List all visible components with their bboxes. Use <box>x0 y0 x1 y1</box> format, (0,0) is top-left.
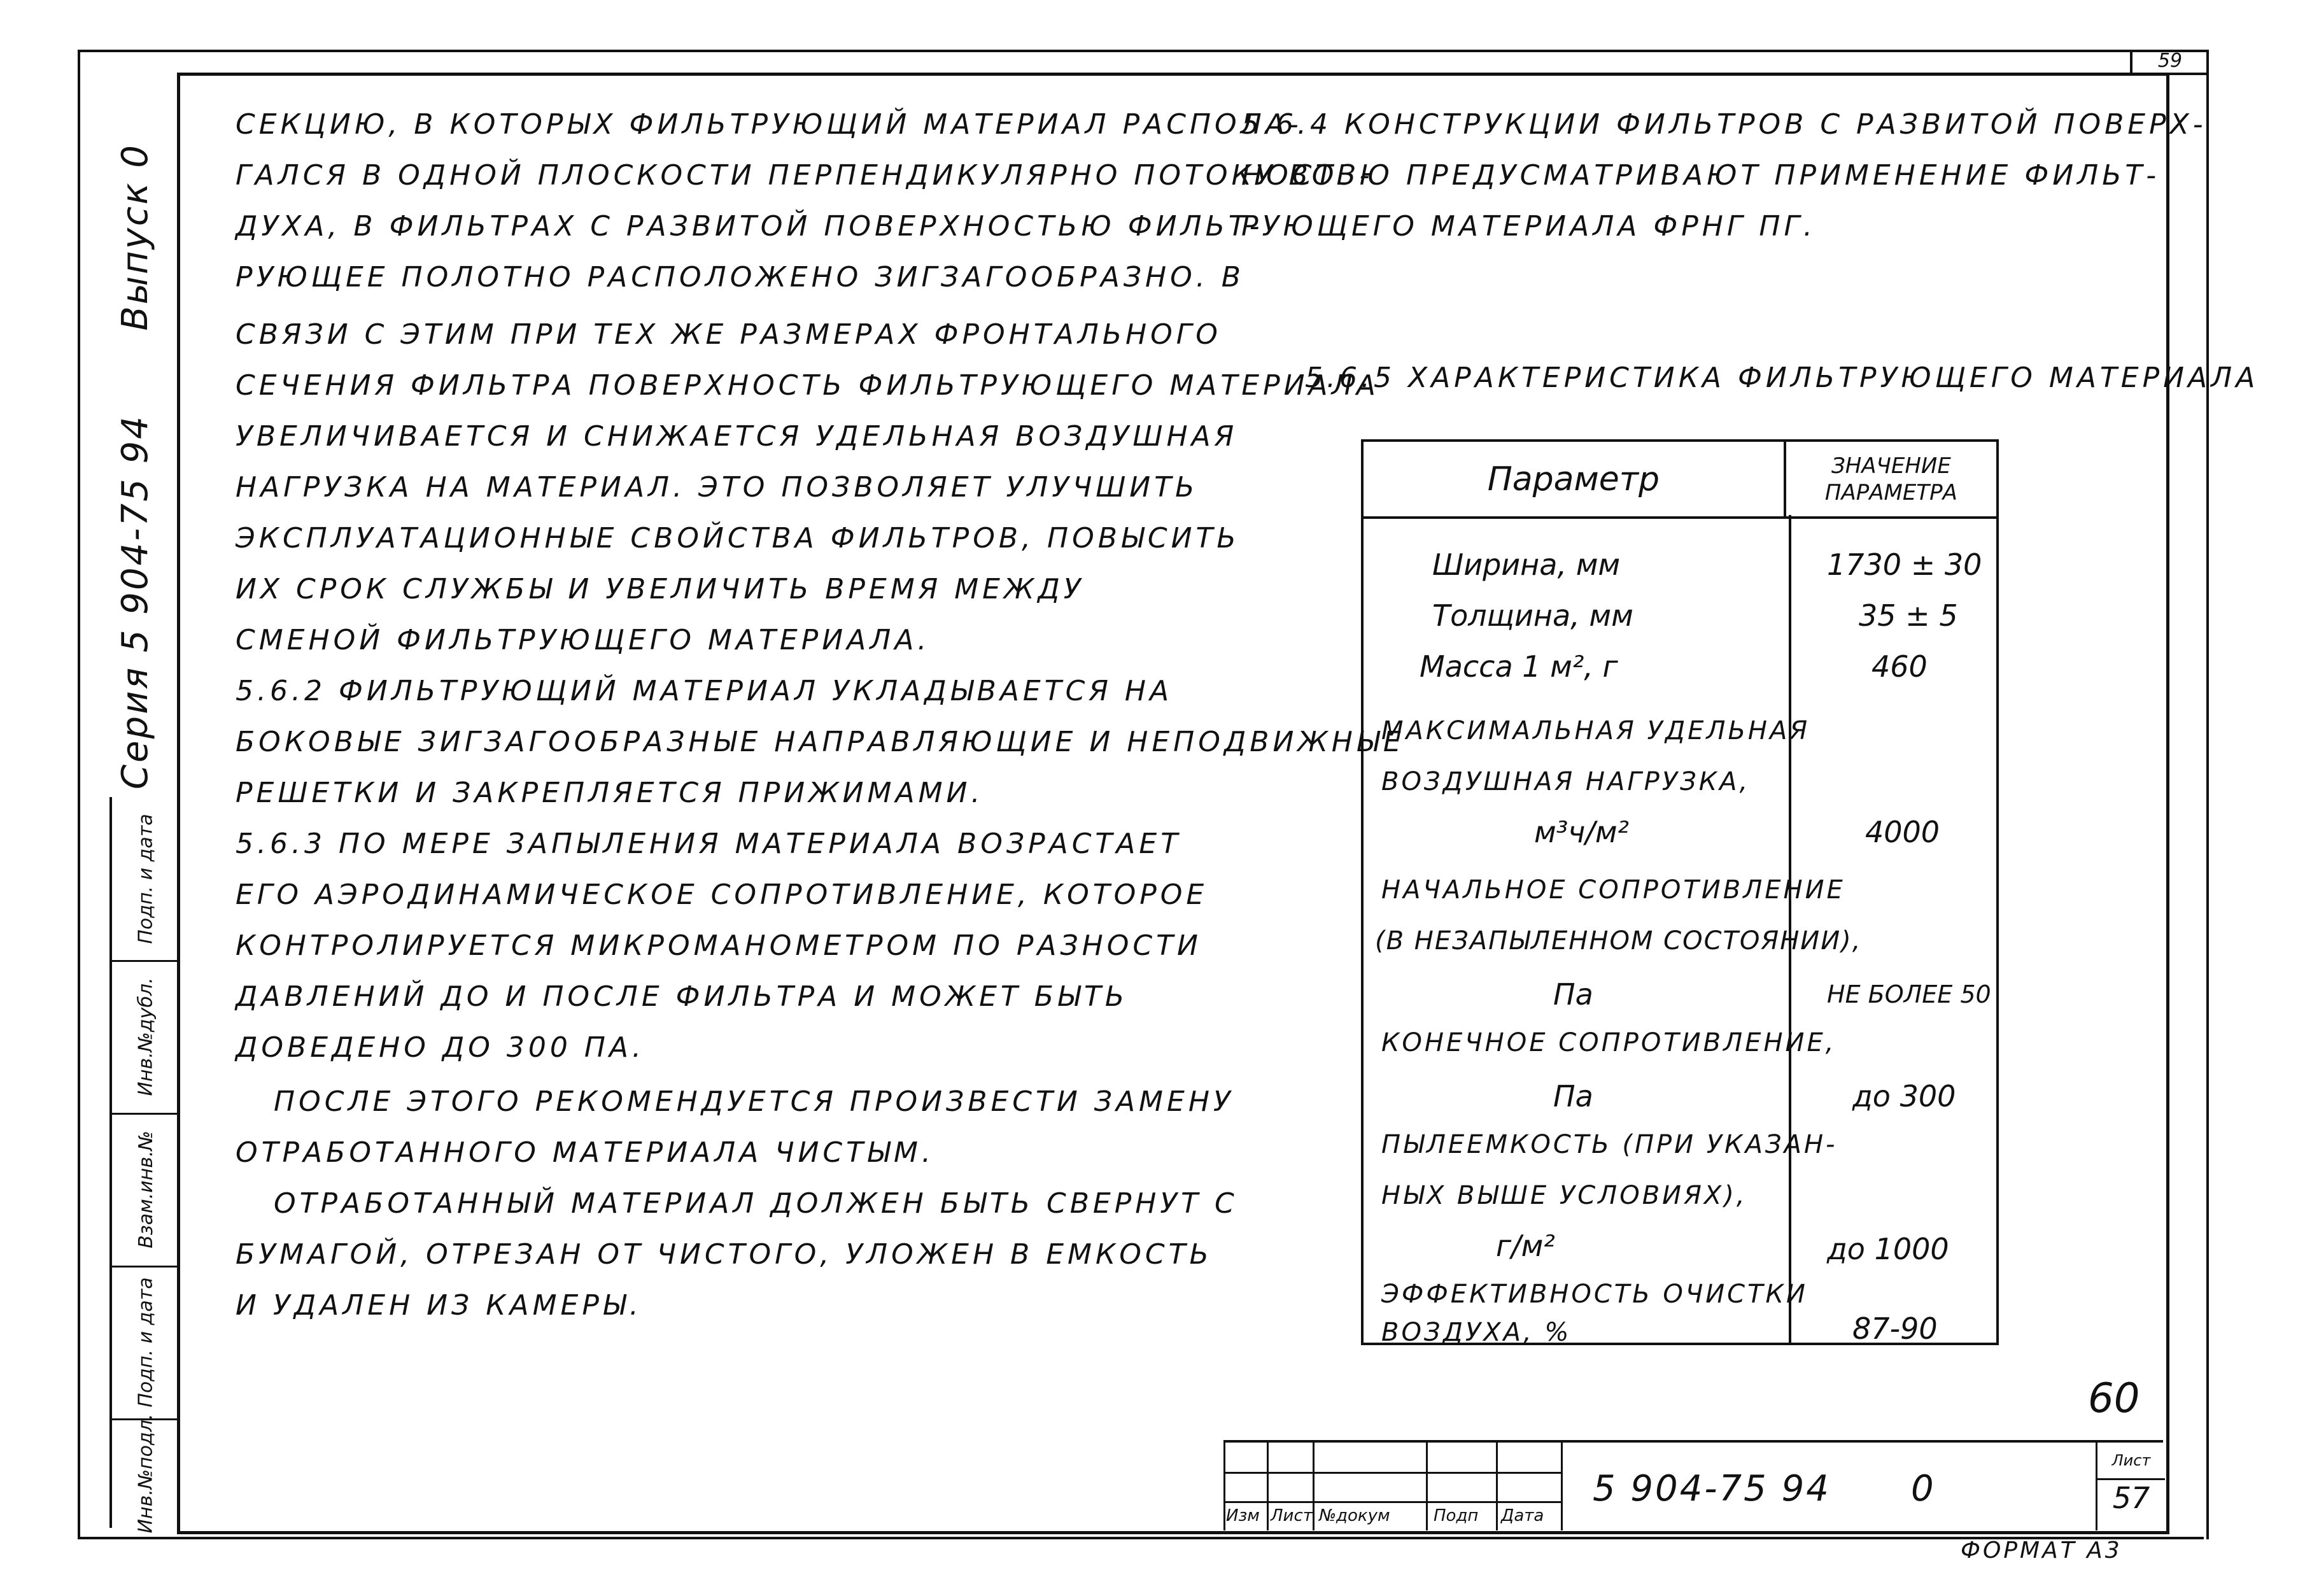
text-line: ДОВЕДЕНО ДО 300 ПА. <box>236 1031 645 1064</box>
text-line: СЕКЦИЮ, В КОТОРЫХ ФИЛЬТРУЮЩИЙ МАТЕРИАЛ РАСПОЛА- <box>236 108 1302 141</box>
text-line: ДУХА, В ФИЛЬТРАХ С РАЗВИТОЙ ПОВЕРХНОСТЬЮ ФИЛЬТ- <box>236 210 1264 243</box>
text-line: 5.6.3 ПО МЕРЕ ЗАПЫЛЕНИЯ МАТЕРИАЛА ВОЗРАСТАЕТ <box>236 828 1182 860</box>
table-param-cell: Масса 1 м², г <box>1420 649 1618 684</box>
format-label: ФОРМАТ А3 <box>1961 1537 2122 1564</box>
table-param-cell: м³ч/м² <box>1534 815 1629 849</box>
stamp-col-label: Подп <box>1434 1506 1479 1525</box>
text-line: ЭКСПЛУАТАЦИОННЫЕ СВОЙСТВА ФИЛЬТРОВ, ПОВЫСИТЬ <box>236 522 1240 554</box>
text-line: НАГРУЗКА НА МАТЕРИАЛ. ЭТО ПОЗВОЛЯЕТ УЛУЧШИТЬ <box>236 471 1199 504</box>
text-line: И УДАЛЕН ИЗ КАМЕРЫ. <box>236 1289 642 1322</box>
table-param-cell: Па <box>1553 1079 1593 1113</box>
table-header-value: ЗНАЧЕНИЕ ПАРАМЕТРА <box>1785 441 1998 518</box>
table-value-cell: 87-90 <box>1852 1311 1938 1346</box>
text-line: РУЮЩЕЕ ПОЛОТНО РАСПОЛОЖЕНО ЗИГЗАГООБРАЗНО. В <box>236 261 1244 293</box>
issue-label: Выпуск 0 <box>115 143 156 331</box>
table-value-cell: НЕ БОЛЕЕ 50 <box>1827 980 1991 1008</box>
table-param-cell: Ширина, мм <box>1432 547 1621 582</box>
title-block <box>1223 1440 2163 1530</box>
table-value-cell: 4000 <box>1865 815 1940 849</box>
revision-grid <box>1223 1443 1561 1530</box>
table-param-cell: НЫХ ВЫШЕ УСЛОВИЯХ), <box>1381 1181 1747 1210</box>
text-line: 5.6.4 КОНСТРУКЦИИ ФИЛЬТРОВ С РАЗВИТОЙ ПОВЕРХ- <box>1241 108 2207 141</box>
table-param-cell: (В НЕЗАПЫЛЕННОМ СОСТОЯНИИ), <box>1375 926 1862 956</box>
table-header-param: Параметр <box>1362 441 1785 518</box>
text-line: ДАВЛЕНИЙ ДО И ПОСЛЕ ФИЛЬТРА И МОЖЕТ БЫТЬ <box>236 980 1129 1013</box>
stamp-col-label: Лист <box>1271 1506 1313 1525</box>
table-param-cell: ЭФФЕКТИВНОСТЬ ОЧИСТКИ <box>1381 1280 1808 1309</box>
table-param-cell: МАКСИМАЛЬНАЯ УДЕЛЬНАЯ <box>1381 716 1810 745</box>
text-line: КОНТРОЛИРУЕТСЯ МИКРОМАНОМЕТРОМ ПО РАЗНОСТИ <box>236 929 1202 962</box>
text-line: СМЕНОЙ ФИЛЬТРУЮЩЕГО МАТЕРИАЛА. <box>236 624 931 656</box>
parameter-table <box>1361 439 1999 519</box>
left-signature-strip <box>109 797 180 1533</box>
handwritten-page-number: 60 <box>2088 1375 2140 1422</box>
text-line: РЕШЕТКИ И ЗАКРЕПЛЯЕТСЯ ПРИЖИМАМИ. <box>236 777 984 809</box>
text-line: БУМАГОЙ, ОТРЕЗАН ОТ ЧИСТОГО, УЛОЖЕН В ЕМКОСТЬ <box>236 1238 1213 1271</box>
table-param-cell: НАЧАЛЬНОЕ СОПРОТИВЛЕНИЕ <box>1381 875 1845 905</box>
document-code: 5 904-75 94 <box>1593 1468 1831 1509</box>
stamp-col-label: Изм <box>1226 1506 1260 1525</box>
table-param-cell: ПЫЛЕЕМКОСТЬ (ПРИ УКАЗАН- <box>1381 1130 1838 1159</box>
table-value-cell: 35 ± 5 <box>1859 598 1958 633</box>
issue-number: 0 <box>1911 1468 1934 1509</box>
text-line: ИХ СРОК СЛУЖБЫ И УВЕЛИЧИТЬ ВРЕМЯ МЕЖДУ <box>236 573 1085 605</box>
table-param-cell: Па <box>1553 977 1593 1012</box>
table-value-cell: 460 <box>1871 649 1928 684</box>
strip-cell: Подп. и дата <box>112 1266 180 1420</box>
text-line: ПОСЛЕ ЭТОГО РЕКОМЕНДУЕТСЯ ПРОИЗВЕСТИ ЗАМЕНУ <box>274 1085 1234 1118</box>
text-line: СВЯЗИ С ЭТИМ ПРИ ТЕХ ЖЕ РАЗМЕРАХ ФРОНТАЛЬНОГО <box>236 318 1222 351</box>
strip-cell: Инв.№дубл. <box>112 960 180 1115</box>
text-line: УВЕЛИЧИВАЕТСЯ И СНИЖАЕТСЯ УДЕЛЬНАЯ ВОЗДУШНАЯ <box>236 420 1238 453</box>
stamp-col-label: №докум <box>1319 1506 1390 1525</box>
text-line: ГАЛСЯ В ОДНОЙ ПЛОСКОСТИ ПЕРПЕНДИКУЛЯРНО ПОТОКУ ВОЗ- <box>236 159 1374 192</box>
sheet-number: 57 <box>2112 1481 2150 1515</box>
stamp-col-label: Дата <box>1501 1506 1544 1525</box>
text-line: ОТРАБОТАННЫЙ МАТЕРИАЛ ДОЛЖЕН БЫТЬ СВЕРНУТ С <box>274 1187 1238 1220</box>
text-line: НОСТЬЮ ПРЕДУСМАТРИВАЮТ ПРИМЕНЕНИЕ ФИЛЬТ- <box>1241 159 2160 192</box>
top-sheet-number: 59 <box>2130 50 2208 75</box>
text-line: ОТРАБОТАННОГО МАТЕРИАЛА ЧИСТЫМ. <box>236 1136 934 1169</box>
text-line: БОКОВЫЕ ЗИГЗАГООБРАЗНЫЕ НАПРАВЛЯЮЩИЕ И НЕПОДВИЖНЫЕ <box>236 726 1405 758</box>
text-line: ЕГО АЭРОДИНАМИЧЕСКОЕ СОПРОТИВЛЕНИЕ, КОТОРОЕ <box>236 879 1208 911</box>
table-param-cell: г/м² <box>1496 1229 1555 1263</box>
sheet-label: Лист <box>2097 1443 2165 1480</box>
strip-cell: Взам.инв.№ <box>112 1113 180 1268</box>
series-title <box>115 143 156 789</box>
table-param-cell: ВОЗДУХА, % <box>1381 1318 1572 1347</box>
sheet-box <box>2096 1443 2165 1530</box>
table-value-cell: до 1000 <box>1827 1232 1949 1266</box>
table-value-cell: 1730 ± 30 <box>1827 547 1982 582</box>
table-value-cell: до 300 <box>1852 1079 1956 1113</box>
table-param-cell: КОНЕЧНОЕ СОПРОТИВЛЕНИЕ, <box>1381 1028 1836 1057</box>
series-label: Серия 5 904-75 94 <box>115 414 156 789</box>
table-title: 5.6.5 ХАРАКТЕРИСТИКА ФИЛЬТРУЮЩЕГО МАТЕРИАЛА <box>1305 362 2259 394</box>
table-param-cell: ВОЗДУШНАЯ НАГРУЗКА, <box>1381 767 1751 796</box>
table-param-cell: Толщина, мм <box>1432 598 1633 633</box>
bottom-frame-line <box>78 1537 2204 1539</box>
text-line: РУЮЩЕГО МАТЕРИАЛА ФРНГ ПГ. <box>1241 210 1816 243</box>
strip-cell: Инв.№подл. <box>134 1413 157 1533</box>
strip-cell: Подп. и дата <box>112 797 180 962</box>
text-line: СЕЧЕНИЯ ФИЛЬТРА ПОВЕРХНОСТЬ ФИЛЬТРУЮЩЕГО МАТЕРИАЛА <box>236 369 1379 402</box>
text-line: 5.6.2 ФИЛЬТРУЮЩИЙ МАТЕРИАЛ УКЛАДЫВАЕТСЯ НА <box>236 675 1173 707</box>
